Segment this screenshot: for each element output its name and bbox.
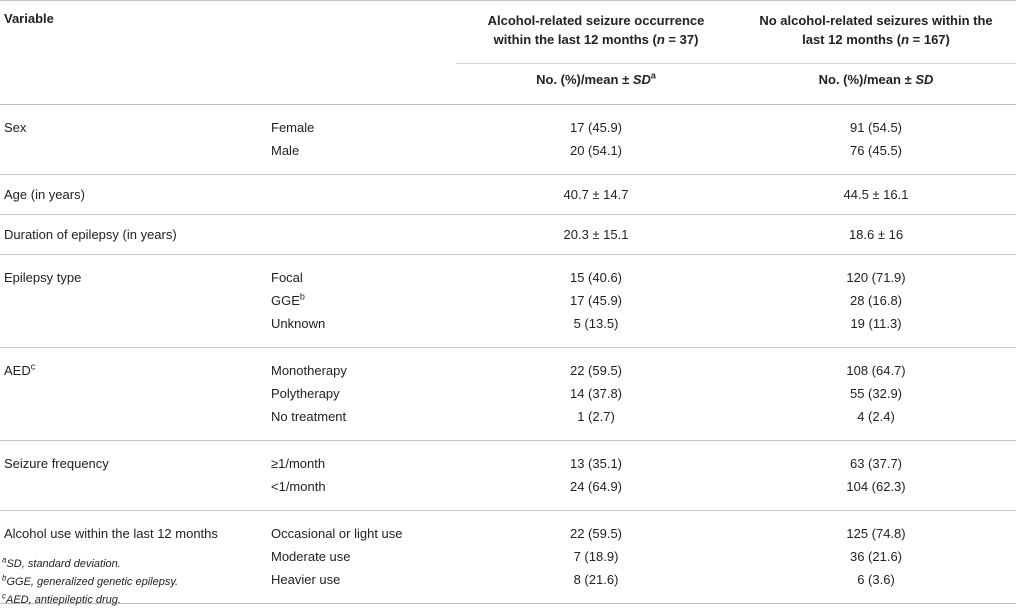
footnote-a: $^a$SD, standard deviation. — [2, 555, 121, 570]
group1-value: 24 (64.9) — [569, 479, 623, 494]
table-row — [0, 441, 1016, 476]
row-category: Occasional or light use — [270, 511, 456, 546]
group1-value: 1 (2.7) — [577, 409, 615, 424]
row-category: Male — [271, 143, 300, 158]
table-row — [0, 348, 1016, 383]
row-category: Monotherapy — [270, 348, 456, 383]
group2-value: 55 (32.9) — [849, 386, 903, 401]
footnote-b: $^b$GGE, generalized genetic epilepsy. — [2, 573, 179, 588]
table-row — [0, 255, 1016, 290]
group1-value: 22 (59.5) — [456, 511, 736, 546]
group1-value: 20 (54.1) — [569, 143, 623, 158]
table-row — [0, 475, 1016, 511]
group1-value: 40.7 ± 14.7 — [456, 175, 736, 215]
row-label: Seizure frequency — [0, 441, 270, 476]
group2-value: 18.6 ± 16 — [736, 215, 1016, 255]
group1-header: Alcohol-related seizure occurrence within the last 12 months (n = 37) — [487, 13, 705, 47]
group2-value: 28 (16.8) — [849, 293, 903, 308]
group2-value: 120 (71.9) — [736, 255, 1016, 290]
group1-value: 20.3 ± 15.1 — [456, 215, 736, 255]
row-category: Moderate use — [271, 549, 351, 564]
table-row — [0, 105, 1016, 140]
row-category: ≥1/month — [270, 441, 456, 476]
table-row — [0, 382, 1016, 405]
group2-value: 6 (3.6) — [736, 568, 1016, 604]
group1-value: 7 (18.9) — [573, 549, 619, 564]
group2-value: 63 (37.7) — [736, 441, 1016, 476]
variable-header: Variable — [4, 11, 54, 26]
table-row — [0, 545, 1016, 568]
group1-value: 13 (35.1) — [456, 441, 736, 476]
row-category: Focal — [270, 255, 456, 290]
row-category: Female — [271, 120, 315, 135]
group1-value: 14 (37.8) — [569, 386, 623, 401]
row-category: GGE$^b$ — [271, 291, 305, 308]
row-category: Heavier use — [270, 568, 456, 604]
row-label: Age (in years) — [0, 175, 270, 215]
row-category: No treatment — [271, 409, 347, 424]
group2-value: 108 (64.7) — [736, 348, 1016, 383]
group1-value: 5 (13.5) — [573, 316, 619, 331]
group1-value: 15 (40.6) — [456, 255, 736, 290]
header-row — [0, 1, 1016, 64]
table-row — [0, 312, 1016, 348]
row-label: Duration of epilepsy (in years) — [0, 215, 270, 255]
group2-value: 76 (45.5) — [849, 143, 903, 158]
group2-value: 44.5 ± 16.1 — [736, 175, 1016, 215]
group1-value: 8 (21.6) — [456, 568, 736, 604]
group1-value: 17 (45.9) — [569, 120, 623, 135]
group2-value: 36 (21.6) — [849, 549, 903, 564]
table-row — [0, 215, 1016, 255]
group2-value: 125 (74.8) — [736, 511, 1016, 546]
row-label: Epilepsy type — [0, 255, 270, 290]
stat-header-row — [0, 64, 1016, 105]
table-row — [0, 139, 1016, 175]
row-label: AED$^c$ — [0, 348, 270, 383]
group1-value: 17 (45.9) — [569, 293, 623, 308]
group2-stat-header: No. (%)/mean ± SD — [736, 64, 1016, 105]
row-category: Polytherapy — [271, 386, 340, 401]
group2-value: 19 (11.3) — [850, 316, 902, 331]
group2-value: 4 (2.4) — [857, 409, 895, 424]
table-row — [0, 405, 1016, 441]
table-row — [0, 511, 1016, 546]
table-row — [0, 289, 1016, 312]
row-category: <1/month — [271, 479, 326, 494]
group1-stat-header: No. (%)/mean ± $SD^a$ — [456, 64, 736, 105]
group2-value: 104 (62.3) — [846, 479, 906, 494]
table-row — [0, 175, 1016, 215]
group2-value: 91 (54.5) — [849, 120, 903, 135]
footnote-c: $^c$AED, antiepileptic drug. — [2, 591, 121, 606]
row-category: Unknown — [271, 316, 326, 331]
row-label: Alcohol use within the last 12 months — [0, 511, 270, 546]
row-label: Sex — [4, 120, 27, 135]
group2-header: No alcohol-related seizures within the last 12 months (n = 167) — [759, 13, 993, 47]
group1-value: 22 (59.5) — [456, 348, 736, 383]
